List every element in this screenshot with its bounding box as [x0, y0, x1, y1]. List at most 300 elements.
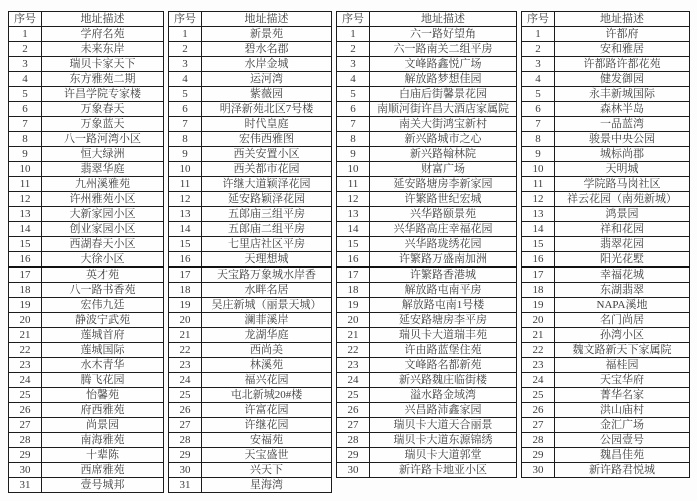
row-address: 安福苑	[202, 433, 332, 448]
row-address: 许都路许都花苑	[555, 57, 690, 72]
row-index: 26	[169, 403, 202, 418]
row-index: 12	[522, 192, 555, 207]
row-address: 时代皇庭	[202, 117, 332, 132]
row-address: 六一路南关二组平房	[370, 42, 517, 57]
row-index: 3	[522, 57, 555, 72]
row-address: 东湖翡翠	[555, 283, 690, 298]
table-row	[9, 207, 164, 222]
row-address: 菁华名家	[555, 388, 690, 403]
row-address: 溢水路金域湾	[370, 388, 517, 403]
row-address: 兴天下	[202, 463, 332, 478]
table-row	[522, 57, 690, 72]
row-index: 13	[522, 207, 555, 222]
column-header-address: 地址描述	[370, 12, 517, 27]
row-address: 孙湾小区	[555, 328, 690, 343]
table-row	[9, 267, 164, 283]
row-address: 未来东岸	[42, 42, 164, 57]
table-row	[337, 252, 517, 268]
header-row	[522, 12, 690, 27]
row-address: 兴华路珑绣花园	[370, 237, 517, 252]
column-header-index: 序号	[337, 12, 370, 27]
row-address: 吴庄新城（丽景天城）	[202, 298, 332, 313]
row-index: 26	[9, 403, 42, 418]
table-row	[169, 388, 332, 403]
row-address: 七里店社区平房	[202, 237, 332, 252]
address-table-2	[168, 11, 332, 493]
row-index: 28	[169, 433, 202, 448]
row-address: 南顺河街许昌大酒店家属院	[370, 102, 517, 117]
table-row	[522, 418, 690, 433]
table-row	[169, 162, 332, 177]
table-row	[9, 478, 164, 493]
row-address: 宏伟九廷	[42, 298, 164, 313]
row-address: 解放路屯南平房	[370, 283, 517, 298]
row-index: 10	[169, 162, 202, 177]
row-address: 八一路书香苑	[42, 283, 164, 298]
table-row	[169, 222, 332, 237]
table-row	[337, 418, 517, 433]
table-row	[522, 388, 690, 403]
table-row	[337, 463, 517, 478]
row-address: 金汇广场	[555, 418, 690, 433]
table-row	[337, 162, 517, 177]
row-index: 30	[9, 463, 42, 478]
table-row	[522, 448, 690, 463]
row-address: 祥云花园（南苑新城）	[555, 192, 690, 207]
row-index: 25	[169, 388, 202, 403]
table-row	[522, 102, 690, 117]
row-address: 兴华路高庄幸福花园	[370, 222, 517, 237]
row-index: 29	[337, 448, 370, 463]
table-row	[9, 418, 164, 433]
row-address: 屯北新城20#楼	[202, 388, 332, 403]
row-address: 延安路塘房李新家园	[370, 177, 517, 192]
row-address: 壹号城邦	[42, 478, 164, 493]
row-address: 瑞贝卡大道天合丽景	[370, 418, 517, 433]
row-index: 10	[9, 162, 42, 177]
table-row	[9, 177, 164, 192]
row-address: 许都府	[555, 27, 690, 42]
row-index: 18	[522, 283, 555, 298]
row-address: 龙湖华庭	[202, 328, 332, 343]
row-index: 19	[522, 298, 555, 313]
row-index: 2	[169, 42, 202, 57]
row-index: 10	[337, 162, 370, 177]
row-index: 7	[9, 117, 42, 132]
row-address: NAPA溪地	[555, 298, 690, 313]
row-address: 福桂园	[555, 358, 690, 373]
table-row	[337, 267, 517, 283]
table-row	[169, 448, 332, 463]
row-address: 一品蓝湾	[555, 117, 690, 132]
table-row	[337, 313, 517, 328]
table-row	[522, 42, 690, 57]
table-row	[9, 388, 164, 403]
row-address: 名门尚居	[555, 313, 690, 328]
row-index: 3	[337, 57, 370, 72]
row-address: 延安路塘房李平房	[370, 313, 517, 328]
column-header-address: 地址描述	[42, 12, 164, 27]
table-row	[9, 283, 164, 298]
row-address: 五郎庙二组平房	[202, 222, 332, 237]
row-index: 17	[9, 267, 42, 283]
row-index: 2	[9, 42, 42, 57]
table-row	[337, 328, 517, 343]
row-address: 紫薇园	[202, 87, 332, 102]
row-address: 许繁路万盛南加洲	[370, 252, 517, 268]
row-address: 文峰路鑫悦广场	[370, 57, 517, 72]
table-row	[522, 162, 690, 177]
row-index: 17	[169, 267, 202, 283]
table-row	[522, 192, 690, 207]
row-address: 兴华路颐景苑	[370, 207, 517, 222]
row-address: 南关大街鸿宝新村	[370, 117, 517, 132]
row-address: 延安路颖泽花园	[202, 192, 332, 207]
table-row	[337, 72, 517, 87]
table-row	[169, 463, 332, 478]
table-row	[9, 132, 164, 147]
table-row	[522, 463, 690, 478]
row-address: 瑞贝卡大道郭堂	[370, 448, 517, 463]
row-address: 洪山庙村	[555, 403, 690, 418]
table-row	[169, 207, 332, 222]
table-row	[522, 298, 690, 313]
row-index: 16	[522, 252, 555, 268]
row-address: 西关安置小区	[202, 147, 332, 162]
row-index: 5	[522, 87, 555, 102]
table-row	[169, 72, 332, 87]
row-index: 13	[9, 207, 42, 222]
table-row	[337, 57, 517, 72]
table-row	[522, 358, 690, 373]
row-address: 东方雅苑二期	[42, 72, 164, 87]
row-address: 许繁路世纪宏城	[370, 192, 517, 207]
table-row	[337, 42, 517, 57]
row-address: 明泽新苑北区7号楼	[202, 102, 332, 117]
row-index: 23	[337, 358, 370, 373]
row-address: 十辈陈	[42, 448, 164, 463]
row-index: 22	[9, 343, 42, 358]
row-index: 5	[337, 87, 370, 102]
table-row	[169, 433, 332, 448]
row-index: 12	[169, 192, 202, 207]
row-index: 10	[522, 162, 555, 177]
row-index: 30	[169, 463, 202, 478]
table-row	[169, 252, 332, 268]
row-index: 20	[169, 313, 202, 328]
column-header-index: 序号	[169, 12, 202, 27]
row-address: 莲城首府	[42, 328, 164, 343]
table-row	[522, 117, 690, 132]
table-row	[169, 358, 332, 373]
row-index: 20	[9, 313, 42, 328]
row-address: 瑞贝卡大道瑞丰苑	[370, 328, 517, 343]
row-address: 澜菲溪岸	[202, 313, 332, 328]
table-row	[169, 267, 332, 283]
row-address: 瑞贝卡大道东源锦绣	[370, 433, 517, 448]
table-row	[169, 328, 332, 343]
row-index: 27	[9, 418, 42, 433]
row-address: 天宝盛世	[202, 448, 332, 463]
table-row	[337, 283, 517, 298]
table-row	[9, 328, 164, 343]
row-address: 兴昌路沛鑫家园	[370, 403, 517, 418]
row-index: 8	[169, 132, 202, 147]
table-row	[522, 328, 690, 343]
row-index: 22	[169, 343, 202, 358]
row-address: 万象蓝天	[42, 117, 164, 132]
row-address: 五郎庙三组平房	[202, 207, 332, 222]
row-address: 天宝华府	[555, 373, 690, 388]
row-address: 西关都市花园	[202, 162, 332, 177]
header-row	[169, 12, 332, 27]
row-address: 城标尚郡	[555, 147, 690, 162]
table-row	[169, 478, 332, 493]
row-address: 新兴路翰林院	[370, 147, 517, 162]
row-index: 17	[522, 267, 555, 283]
row-index: 16	[169, 252, 202, 268]
header-row	[337, 12, 517, 27]
table-row	[337, 343, 517, 358]
row-index: 17	[337, 267, 370, 283]
address-table-3	[336, 11, 517, 478]
row-index: 15	[337, 237, 370, 252]
row-index: 1	[337, 27, 370, 42]
row-address: 魏文路新天下家属院	[555, 343, 690, 358]
table-row	[169, 418, 332, 433]
row-index: 31	[9, 478, 42, 493]
table-row	[522, 72, 690, 87]
row-address: 六一路好望角	[370, 27, 517, 42]
table-row	[522, 177, 690, 192]
row-index: 14	[169, 222, 202, 237]
table-row	[522, 267, 690, 283]
table-row	[522, 132, 690, 147]
row-address: 尚景园	[42, 418, 164, 433]
row-address: 宏伟西雅图	[202, 132, 332, 147]
row-index: 12	[9, 192, 42, 207]
row-index: 19	[337, 298, 370, 313]
column-header-index: 序号	[522, 12, 555, 27]
table-row	[169, 132, 332, 147]
row-address: 九州溪雅苑	[42, 177, 164, 192]
table-row	[169, 57, 332, 72]
row-address: 公园壹号	[555, 433, 690, 448]
table-row	[522, 147, 690, 162]
table-row	[337, 358, 517, 373]
row-address: 八一路河湾小区	[42, 132, 164, 147]
table-row	[522, 313, 690, 328]
row-address: 林溪苑	[202, 358, 332, 373]
row-address: 学院路马岗社区	[555, 177, 690, 192]
table-row	[522, 237, 690, 252]
row-address: 新许路君悦城	[555, 463, 690, 478]
table-row	[9, 42, 164, 57]
row-index: 13	[169, 207, 202, 222]
row-address: 解放路屯南1号楼	[370, 298, 517, 313]
row-address: 永丰新城国际	[555, 87, 690, 102]
row-index: 28	[9, 433, 42, 448]
row-index: 11	[337, 177, 370, 192]
table-row	[169, 147, 332, 162]
row-index: 30	[522, 463, 555, 478]
table-row	[337, 192, 517, 207]
row-index: 6	[337, 102, 370, 117]
row-index: 30	[337, 463, 370, 478]
row-index: 11	[9, 177, 42, 192]
table-row	[522, 252, 690, 268]
table-row	[337, 373, 517, 388]
row-index: 29	[522, 448, 555, 463]
row-address: 财富广场	[370, 162, 517, 177]
row-index: 3	[169, 57, 202, 72]
row-address: 水畔名居	[202, 283, 332, 298]
row-index: 19	[9, 298, 42, 313]
table-row	[169, 237, 332, 252]
row-index: 18	[9, 283, 42, 298]
table-row	[522, 433, 690, 448]
table-row	[9, 162, 164, 177]
row-index: 19	[169, 298, 202, 313]
row-index: 9	[9, 147, 42, 162]
row-address: 万象春天	[42, 102, 164, 117]
table-row	[169, 343, 332, 358]
row-index: 29	[9, 448, 42, 463]
row-address: 文峰路名都新苑	[370, 358, 517, 373]
table-row	[337, 177, 517, 192]
table-row	[169, 102, 332, 117]
table-row	[169, 192, 332, 207]
row-address: 英才苑	[42, 267, 164, 283]
table-row	[337, 102, 517, 117]
row-index: 15	[169, 237, 202, 252]
row-index: 6	[169, 102, 202, 117]
row-address: 怡馨苑	[42, 388, 164, 403]
row-index: 24	[337, 373, 370, 388]
row-index: 26	[522, 403, 555, 418]
row-address: 水木青华	[42, 358, 164, 373]
table-row	[9, 72, 164, 87]
table-row	[337, 448, 517, 463]
row-index: 3	[9, 57, 42, 72]
row-address: 运河湾	[202, 72, 332, 87]
row-index: 1	[522, 27, 555, 42]
row-index: 21	[169, 328, 202, 343]
column-header-address: 地址描述	[555, 12, 690, 27]
row-index: 4	[169, 72, 202, 87]
row-address: 安和雅居	[555, 42, 690, 57]
row-address: 瑞贝卡家天下	[42, 57, 164, 72]
row-index: 20	[522, 313, 555, 328]
table-row	[169, 117, 332, 132]
table-row	[169, 87, 332, 102]
row-index: 13	[337, 207, 370, 222]
table-row	[522, 87, 690, 102]
row-address: 森林半岛	[555, 102, 690, 117]
row-index: 24	[522, 373, 555, 388]
row-address: 翡翠花园	[555, 237, 690, 252]
row-address: 骏景中央公园	[555, 132, 690, 147]
table-row	[9, 192, 164, 207]
row-address: 鸿景园	[555, 207, 690, 222]
table-row	[522, 343, 690, 358]
table-row	[9, 102, 164, 117]
row-index: 16	[337, 252, 370, 268]
row-address: 学府名苑	[42, 27, 164, 42]
row-address: 大新家园小区	[42, 207, 164, 222]
row-index: 22	[337, 343, 370, 358]
row-index: 24	[169, 373, 202, 388]
column-header-index: 序号	[9, 12, 42, 27]
row-address: 莲城国际	[42, 343, 164, 358]
row-address: 天宝路万象城水岸香	[202, 267, 332, 283]
row-index: 4	[337, 72, 370, 87]
row-address: 许由路蓝堡住苑	[370, 343, 517, 358]
table-row	[522, 27, 690, 42]
row-address: 白庙后街馨景花园	[370, 87, 517, 102]
row-index: 15	[9, 237, 42, 252]
row-index: 14	[9, 222, 42, 237]
row-index: 14	[337, 222, 370, 237]
row-address: 新许路卡地亚小区	[370, 463, 517, 478]
row-index: 28	[337, 433, 370, 448]
row-index: 14	[522, 222, 555, 237]
row-index: 6	[522, 102, 555, 117]
table-row	[9, 373, 164, 388]
row-index: 1	[9, 27, 42, 42]
table-row	[522, 207, 690, 222]
row-index: 15	[522, 237, 555, 252]
row-index: 18	[169, 283, 202, 298]
row-index: 27	[337, 418, 370, 433]
row-index: 5	[169, 87, 202, 102]
table-row	[337, 403, 517, 418]
row-index: 5	[9, 87, 42, 102]
row-index: 23	[9, 358, 42, 373]
table-row	[169, 373, 332, 388]
row-index: 24	[9, 373, 42, 388]
row-address: 新景苑	[202, 27, 332, 42]
table-row	[9, 313, 164, 328]
table-row	[9, 433, 164, 448]
row-index: 9	[337, 147, 370, 162]
table-row	[337, 132, 517, 147]
table-row	[169, 283, 332, 298]
row-address: 西湖春天小区	[42, 237, 164, 252]
table-row	[9, 463, 164, 478]
table-row	[337, 147, 517, 162]
table-row	[9, 27, 164, 42]
table-row	[9, 117, 164, 132]
row-index: 29	[169, 448, 202, 463]
row-address: 翡翠华庭	[42, 162, 164, 177]
row-index: 8	[337, 132, 370, 147]
row-address: 碧水名郡	[202, 42, 332, 57]
table-row	[337, 433, 517, 448]
table-row	[9, 147, 164, 162]
row-address: 健发御园	[555, 72, 690, 87]
row-index: 4	[9, 72, 42, 87]
row-index: 25	[522, 388, 555, 403]
table-row	[9, 57, 164, 72]
row-address: 福兴花园	[202, 373, 332, 388]
row-address: 幸福花城	[555, 267, 690, 283]
row-index: 22	[522, 343, 555, 358]
row-address: 祥和花园	[555, 222, 690, 237]
row-index: 16	[9, 252, 42, 268]
row-index: 2	[337, 42, 370, 57]
row-index: 11	[169, 177, 202, 192]
